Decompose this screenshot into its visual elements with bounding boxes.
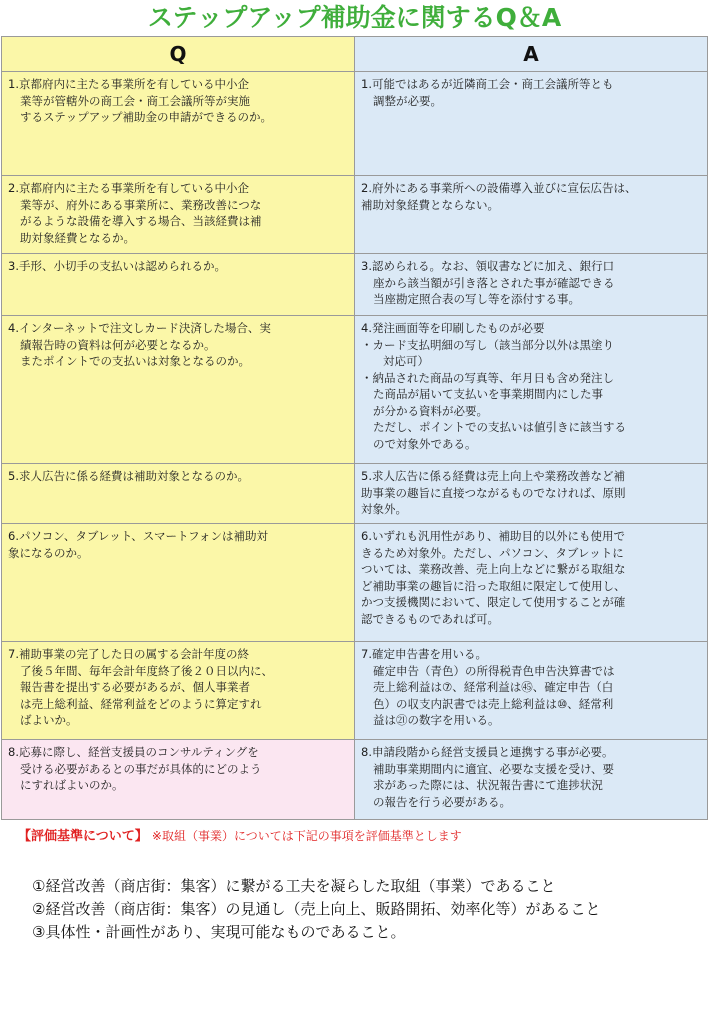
answer-text: の報告を行う必要がある。 xyxy=(373,794,511,809)
answer-text: 補助対象経費とならない。 xyxy=(361,197,499,212)
question-cell xyxy=(2,316,355,464)
answer-text: ただし、ポイントでの支払いは値引きに該当する xyxy=(373,420,626,434)
question-cell xyxy=(2,524,355,642)
answer-cell xyxy=(355,740,708,820)
question-text: 了後５年間、毎年会計年度終了後２０日以内に、 xyxy=(20,663,273,678)
answer-cell xyxy=(355,524,708,642)
answer-text: 対応可） xyxy=(383,354,429,368)
answer-cell xyxy=(355,642,708,740)
question-text: 助対象経費となるか。 xyxy=(20,230,135,245)
question-cell xyxy=(2,740,355,820)
qa-row xyxy=(2,72,708,176)
qa-row xyxy=(2,316,708,464)
question-text: 4.インターネットで注文しカード決済した場合、実 xyxy=(8,321,271,335)
question-text: にすればよいのか。 xyxy=(20,778,124,792)
answer-text: 売上総利益は⑦、経常利益は㊺、確定申告（白 xyxy=(373,680,614,694)
answer-text: が分かる資料が必要。 xyxy=(373,403,488,418)
answer-cell xyxy=(355,464,708,524)
question-text: するステップアップ補助金の申請ができるのか。 xyxy=(20,110,272,124)
answer-text: 1.可能ではあるが近隣商工会・商工会議所等とも xyxy=(361,77,614,91)
question-text: 7.補助事業の完了した日の属する会計年度の終 xyxy=(8,647,249,661)
qa-table xyxy=(1,36,708,820)
answer-text: 3.認められる。なお、領収書などに加え、銀行口 xyxy=(361,259,615,273)
answer-column-header: A xyxy=(355,37,708,72)
qa-row xyxy=(2,464,708,524)
question-text: 象になるのか。 xyxy=(8,545,89,560)
question-text: 業等が管轄外の商工会・商工会議所等が実施 xyxy=(20,93,250,108)
answer-text: 助事業の趣旨に直接つながるものでなければ、原則 xyxy=(361,485,626,500)
answer-cell xyxy=(355,316,708,464)
qa-row xyxy=(2,254,708,316)
qa-header-row xyxy=(2,37,708,72)
answer-cell xyxy=(355,254,708,316)
answer-text: 補助事業期間内に適宜、必要な支援を受け、要 xyxy=(373,761,615,776)
answer-text: 対象外。 xyxy=(361,502,407,516)
question-text: 業等が、府外にある事業所に、業務改善につな xyxy=(20,197,262,212)
criteria-item: ②経営改善（商店街：集客）の見通し（売上向上、販路開拓、効率化等）があること xyxy=(32,900,601,918)
answer-text: かつ支援機関において、限定して使用することが確 xyxy=(361,595,626,609)
question-text: ばよいか。 xyxy=(20,713,78,727)
question-cell xyxy=(2,176,355,254)
answer-text: 8.申請段階から経営支援員と連携する事が必要。 xyxy=(361,745,614,759)
answer-text: 色）の収支内訳書では売上総利益は⑩、経常利 xyxy=(373,696,614,711)
answer-text: 確定申告（青色）の所得税青色申告決算書では xyxy=(373,663,615,678)
criteria-note: ※取組（事業）については下記の事項を評価基準とします xyxy=(151,829,462,843)
answer-text: ついては、業務改善、売上向上などに繋がる取組な xyxy=(361,562,626,576)
question-text: 報告書を提出する必要があるが、個人事業者 xyxy=(20,680,250,694)
question-text: 5.求人広告に係る経費は補助対象となるのか。 xyxy=(8,469,249,483)
question-text: 8.応募に際し、経営支援員のコンサルティングを xyxy=(8,745,259,759)
question-cell xyxy=(2,72,355,176)
answer-cell xyxy=(355,72,708,176)
answer-text: 2.府外にある事業所への設備導入並びに宣伝広告は、 xyxy=(361,181,637,195)
answer-text: ど補助事業の趣旨に沿った取組に限定して使用し、 xyxy=(361,578,626,593)
question-cell xyxy=(2,464,355,524)
question-column-header: Q xyxy=(2,37,355,72)
answer-text: ので対象外である。 xyxy=(373,436,477,451)
qa-row xyxy=(2,740,708,820)
answer-text: 座から該当額が引き落とされた事が確認できる xyxy=(373,275,615,290)
answer-text: きるため対象外。ただし、パソコン、タブレットに xyxy=(361,545,624,560)
answer-cell xyxy=(355,176,708,254)
qa-row xyxy=(2,176,708,254)
question-text: 3.手形、小切手の支払いは認められるか。 xyxy=(8,259,226,273)
question-cell xyxy=(2,254,355,316)
page-title: ステップアップ補助金に関するQ＆A xyxy=(147,3,562,32)
answer-text: ・カード支払明細の写し（該当部分以外は黒塗り xyxy=(361,337,614,352)
answer-text: 6.いずれも汎用性があり、補助目的以外にも使用で xyxy=(361,529,625,543)
criteria-item: ①経営改善（商店街：集客）に繋がる工夫を凝らした取組（事業）であること xyxy=(32,877,556,895)
criteria-heading: 【評価基準について】 xyxy=(18,829,148,844)
answer-text: 5.求人広告に係る経費は売上向上や業務改善など補 xyxy=(361,469,625,483)
question-text: がるような設備を導入する場合、当該経費は補 xyxy=(20,214,262,228)
qa-row xyxy=(2,524,708,642)
answer-text: た商品が届いて支払いを事業期間内にした事 xyxy=(373,387,603,401)
answer-text: 求があった際には、状況報告書にて進捗状況 xyxy=(373,778,603,792)
answer-text: 4.発注画面等を印刷したものが必要 xyxy=(361,321,545,335)
question-text: は売上総利益、経常利益をどのように算定すれ xyxy=(20,696,262,711)
answer-text: 調整が必要。 xyxy=(373,93,442,108)
answer-text: 当座勘定照合表の写し等を添付する事。 xyxy=(373,292,580,306)
criteria-item: ③具体性・計画性があり、実現可能なものであること。 xyxy=(32,923,406,941)
question-text: 績報告時の資料は何が必要となるか。 xyxy=(20,337,216,352)
question-text: 受ける必要があるとの事だが具体的にどのよう xyxy=(20,761,262,776)
question-text: 2.京都府内に主たる事業所を有している中小企 xyxy=(8,181,249,195)
answer-text: 認できるものであれば可。 xyxy=(361,611,499,626)
question-text: 6.パソコン、タブレット、スマートフォンは補助対 xyxy=(8,529,269,543)
question-cell xyxy=(2,642,355,740)
question-text: またポイントでの支払いは対象となるのか。 xyxy=(20,354,250,368)
question-text: 1.京都府内に主たる事業所を有している中小企 xyxy=(8,77,249,91)
criteria-heading-line xyxy=(18,826,462,847)
answer-text: ・納品された商品の写真等、年月日も含め発注し xyxy=(361,370,614,385)
answer-text: 益は㉑の数字を用いる。 xyxy=(373,713,500,727)
qa-row xyxy=(2,642,708,740)
answer-text: 7.確定申告書を用いる。 xyxy=(361,647,487,661)
